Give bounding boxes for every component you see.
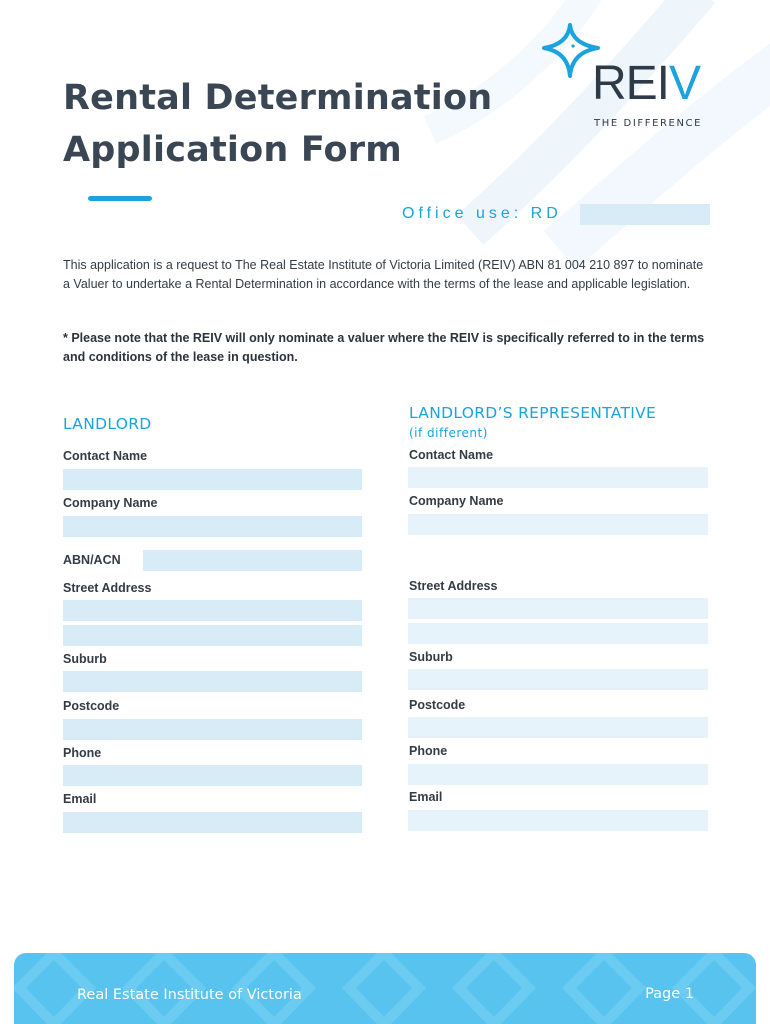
landlord-postcode-label: Postcode [63,699,120,713]
landlord-email-label: Email [63,792,97,806]
landlord-street-address-label: Street Address [63,581,152,595]
representative-subheading: (if different) [409,426,488,440]
rep-company-name-label: Company Name [409,494,504,508]
rep-phone-label: Phone [409,744,448,758]
rep-email-input[interactable] [408,810,708,831]
landlord-postcode-input[interactable] [63,719,362,740]
landlord-company-name-label: Company Name [63,496,158,510]
landlord-heading: LANDLORD [63,415,152,433]
rep-suburb-label: Suburb [409,650,453,664]
page-footer [14,953,756,1024]
page-title [63,72,492,176]
representative-heading: LANDLORD’S REPRESENTATIVE [409,404,657,422]
landlord-suburb-input[interactable] [63,671,362,692]
rep-phone-input[interactable] [408,764,708,785]
office-use-rd-field[interactable] [580,204,710,225]
landlord-abn-label: ABN/ACN [63,553,121,567]
landlord-email-input[interactable] [63,812,362,833]
rep-email-label: Email [409,790,443,804]
title-line-1: Rental Determination [63,78,493,118]
rep-contact-name-label: Contact Name [409,448,494,462]
landlord-street-address-line1[interactable] [63,600,362,621]
logo-tagline: THE DIFFERENCE [594,118,703,129]
rep-street-address-label: Street Address [409,579,498,593]
rep-postcode-input[interactable] [408,717,708,738]
office-use-label: Office use: RD [402,205,562,222]
wordmark-main: REI [592,57,670,110]
title-line-2: Application Form [63,130,402,170]
title-underline [88,196,152,201]
rep-contact-name-input[interactable] [408,467,708,488]
rep-street-address-line1[interactable] [408,598,708,619]
reiv-wordmark [592,57,701,110]
rep-company-name-input[interactable] [408,514,708,535]
landlord-abn-input[interactable] [143,550,362,571]
footer-organisation: Real Estate Institute of Victoria [77,987,302,1003]
rep-postcode-label: Postcode [409,698,466,712]
landlord-phone-label: Phone [63,746,102,760]
footer-page-number: Page 1 [645,986,694,1002]
important-note: * Please note that the REIV will only nominate a valuer where the REIV is specifically referred to in the terms and conditions of the lease in question. [63,331,705,364]
landlord-company-name-input[interactable] [63,516,362,537]
landlord-phone-input[interactable] [63,765,362,786]
intro-paragraph: This application is a request to The Real Estate Institute of Victoria Limited (REIV) ABN 81 004 210 897 to nominate a Valuer to undertake a Rental Determination in accordance with the terms of the lease and applicable legislation. [63,258,704,291]
landlord-street-address-line2[interactable] [63,625,362,646]
reiv-logo [540,22,720,134]
landlord-contact-name-label: Contact Name [63,449,148,463]
wordmark-accent: V [669,57,701,110]
landlord-contact-name-input[interactable] [63,469,362,490]
rep-street-address-line2[interactable] [408,623,708,644]
rep-suburb-input[interactable] [408,669,708,690]
landlord-suburb-label: Suburb [63,652,107,666]
